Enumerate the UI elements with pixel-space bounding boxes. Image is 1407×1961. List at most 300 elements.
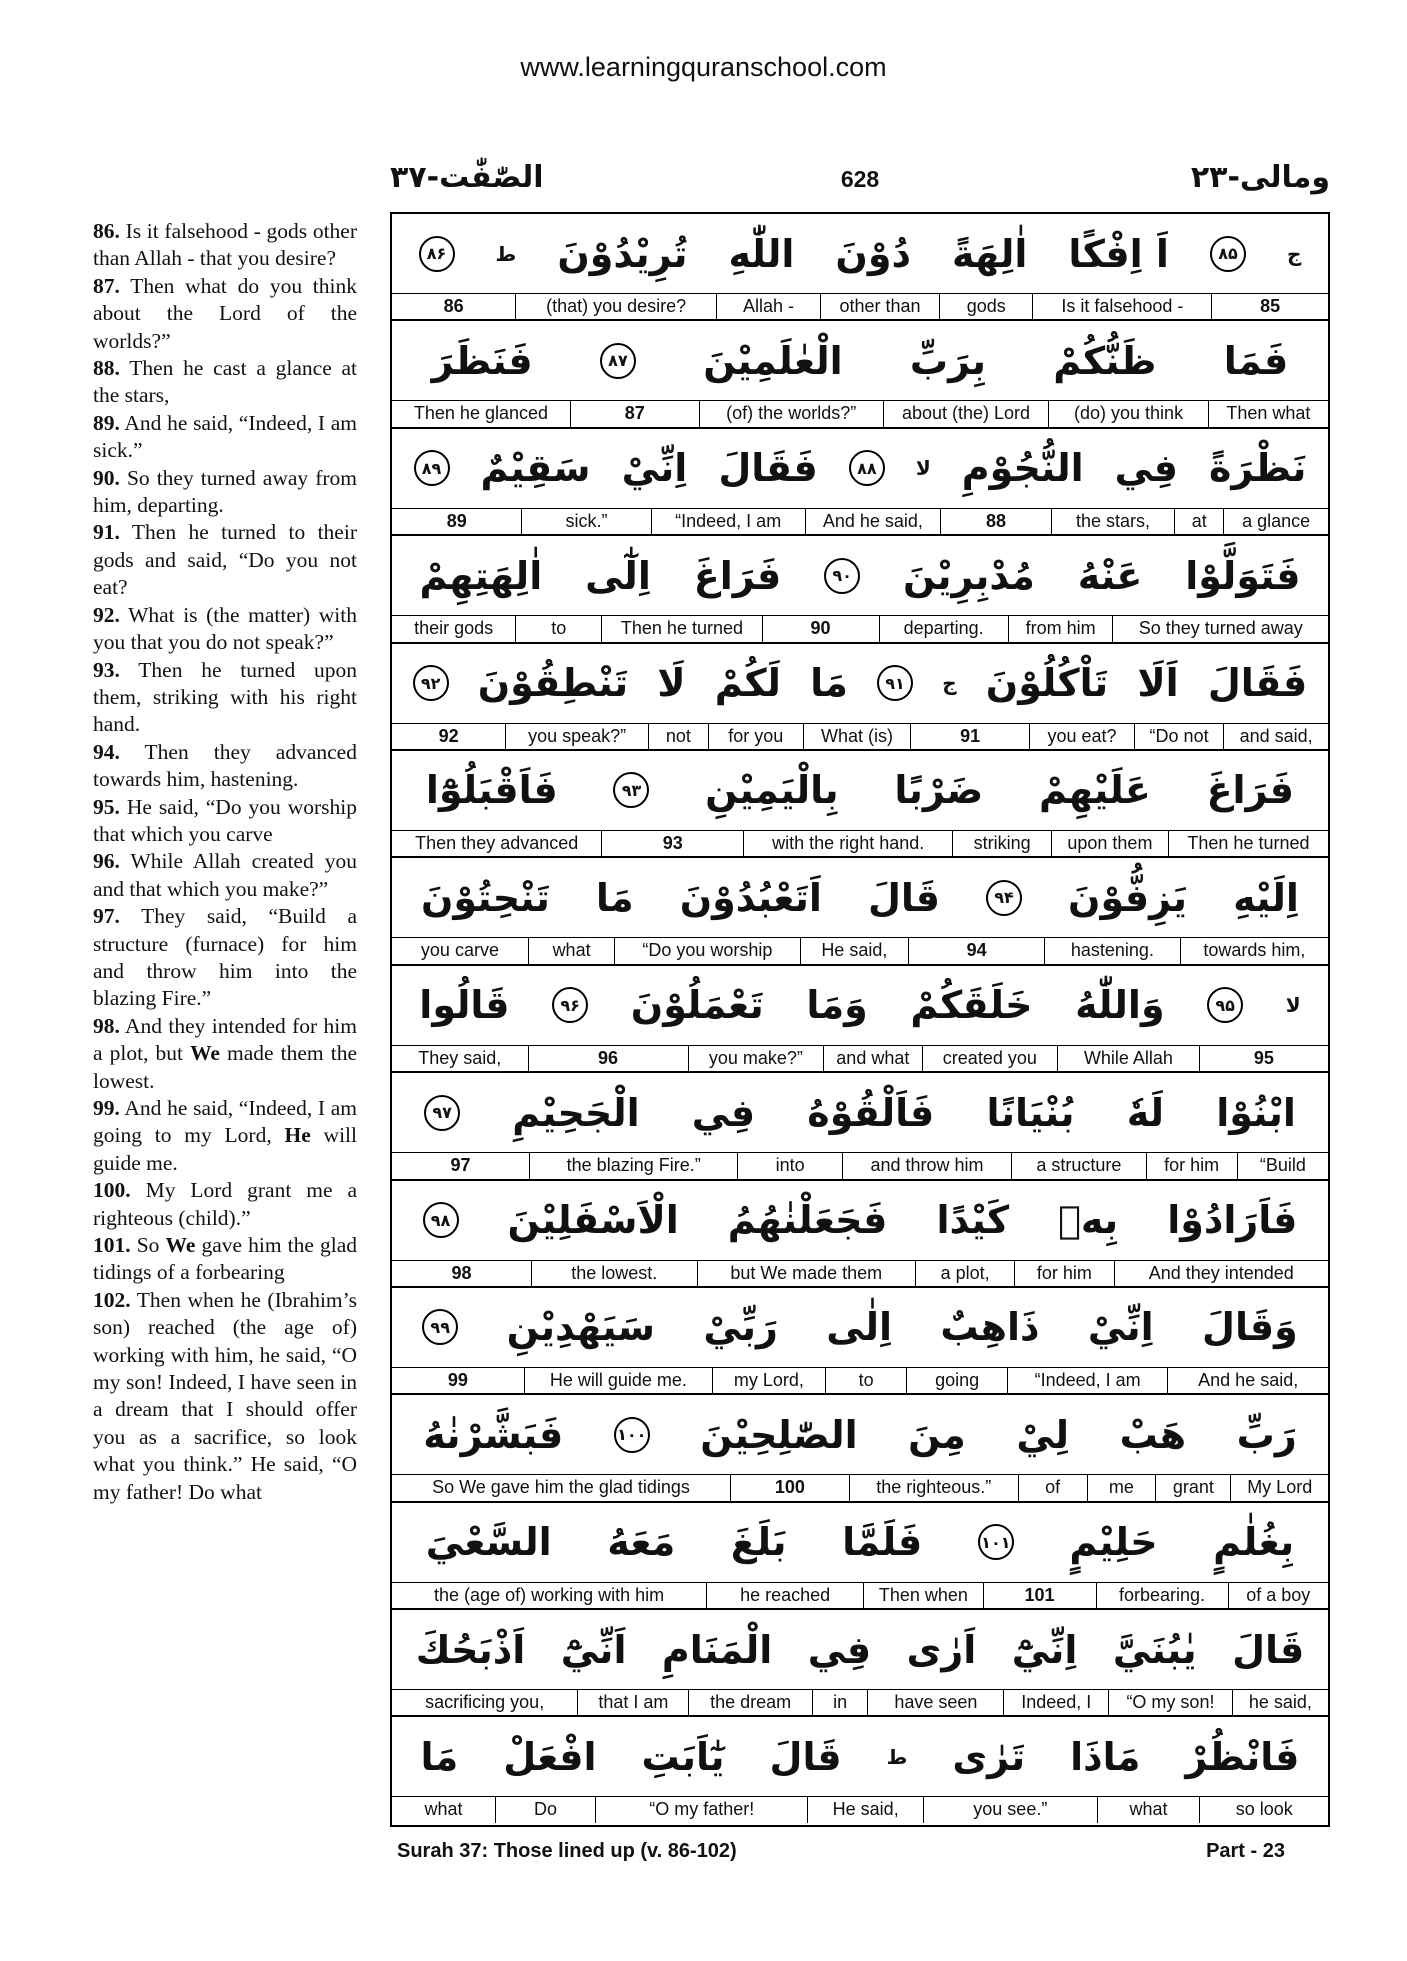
verse-text: So: [136, 1233, 166, 1258]
page-header: [390, 160, 1330, 204]
arabic-word: فَانْظُرْ: [1185, 1734, 1300, 1779]
verse-number-cell: 94: [908, 938, 1044, 963]
footer-part: Part - 23: [1206, 1840, 1285, 1862]
gloss-cell: what: [1097, 1797, 1200, 1822]
arabic-word: فَقَالَ: [1207, 661, 1308, 706]
ayah-end-marker: ۸۸: [849, 450, 885, 486]
pause-mark: لا: [1285, 993, 1301, 1018]
verse-number: 91.: [93, 520, 120, 545]
gloss-cell: Indeed, I: [1003, 1690, 1108, 1715]
translation-verse: [93, 1232, 357, 1287]
ayah-end-marker: ۹۸: [423, 1202, 459, 1238]
gloss-cell: what: [528, 938, 614, 963]
arabic-word: يٰبُنَيَّ: [1112, 1627, 1197, 1672]
gloss-cell: forbearing.: [1096, 1583, 1228, 1608]
ayah-end-marker: ۹۷: [424, 1095, 460, 1131]
gloss-cell: for him: [1146, 1153, 1237, 1178]
gloss-cell: departing.: [879, 616, 1008, 641]
arabic-word: اَ اِفْكًا: [1068, 231, 1169, 276]
verse-text: And he said, “Indeed, I am sick.”: [93, 410, 357, 463]
arabic-word: سَقِيْمٌ: [480, 446, 591, 491]
arabic-word: اٰلِهَتِهِمْ: [419, 553, 543, 598]
translation-verse: [93, 903, 357, 1013]
arabic-word: فَاَرَادُوْا: [1167, 1198, 1298, 1243]
arabic-word: اِلٰى: [826, 1305, 893, 1350]
part-name-arabic: ومالى-٢٣: [1190, 160, 1330, 195]
gloss-cell: the lowest.: [531, 1261, 696, 1286]
gloss-cell: “Indeed, I am: [651, 509, 805, 534]
translation-verse: [93, 794, 357, 849]
english-glosses: [392, 1689, 1328, 1715]
arabic-words: [392, 536, 1328, 615]
verse-number-cell: 89: [446, 510, 467, 531]
gloss-cell: So they turned away: [1112, 616, 1328, 641]
verse-number-cell: 92: [438, 725, 459, 746]
verse-number-cell: 85: [1211, 294, 1328, 319]
english-glosses: [392, 508, 1328, 534]
gloss-cell: to: [515, 616, 601, 641]
english-glosses: [392, 1152, 1328, 1178]
gloss-cell: “Do not: [1134, 724, 1223, 749]
gloss-cell: other than: [820, 294, 939, 319]
verse-text: Then he turned to their gods and said, “Do you not eat?: [93, 520, 357, 600]
ayah-end-marker: ۸۵: [1210, 236, 1246, 272]
verse-row: [392, 321, 1328, 428]
arabic-word: هَبْ: [1119, 1412, 1187, 1457]
arabic-word: تُرِيْدُوْنَ: [557, 231, 688, 276]
verse-text: So they turned away from him, departing.: [93, 465, 357, 518]
arabic-word: لَا: [657, 661, 686, 706]
verse-text: will guide me.: [93, 1123, 357, 1175]
arabic-word: اَرٰى: [906, 1627, 977, 1672]
gloss-cell: about (the) Lord: [883, 401, 1049, 426]
gloss-cell: “Build: [1237, 1153, 1328, 1178]
arabic-word: وَقَالَ: [1202, 1305, 1298, 1350]
verse-row: [392, 1717, 1328, 1824]
arabic-word: اَتَعْبُدُوْنَ: [679, 875, 822, 920]
gloss-cell: towards him,: [1180, 938, 1328, 963]
translation-verse: [93, 519, 357, 601]
gloss-cell: not: [648, 724, 708, 749]
footer-surah-title: Surah 37: Those lined up (v. 86-102): [397, 1840, 737, 1862]
verse-row: [392, 1503, 1328, 1610]
gloss-cell: you carve: [420, 940, 499, 961]
arabic-word: اِنِّيْ: [621, 446, 688, 491]
english-glosses: [392, 1582, 1328, 1608]
english-glosses: [392, 615, 1328, 641]
gloss-cell: the (age of) working with him: [434, 1584, 665, 1605]
gloss-cell: While Allah: [1057, 1046, 1199, 1071]
translation-verse: [93, 657, 357, 739]
arabic-word: بِرَبِّ: [909, 338, 986, 383]
gloss-cell: “O my son!: [1108, 1690, 1231, 1715]
english-glosses: [392, 1796, 1328, 1822]
arabic-word: بِالْيَمِيْنِ: [705, 768, 839, 813]
gloss-cell: Then he turned: [601, 616, 761, 641]
arabic-word: بَلَغَ: [730, 1520, 787, 1565]
verse-text: Then he cast a glance at the stars,: [93, 356, 357, 408]
arabic-word: فَرَاغَ: [1206, 768, 1295, 813]
gloss-cell: Then he glanced: [413, 403, 549, 424]
ayah-end-marker: ۸۶: [419, 236, 455, 272]
verse-row: [392, 966, 1328, 1073]
english-glosses: [392, 830, 1328, 856]
verse-number-cell: 93: [601, 831, 743, 856]
verse-number: 98.: [93, 1013, 120, 1038]
arabic-word: فِي: [1114, 446, 1178, 491]
verse-row: [392, 536, 1328, 643]
translation-column: [93, 218, 357, 1506]
arabic-word: رَبِّ: [1236, 1412, 1297, 1457]
ayah-end-marker: ۹۴: [986, 880, 1022, 916]
arabic-words: [392, 1503, 1328, 1582]
arabic-word: اَنِّيْٓ: [560, 1627, 627, 1672]
gloss-cell: What (is): [803, 724, 910, 749]
verse-text: And he said, “Indeed, I am going to my Lord,: [93, 1096, 357, 1148]
gloss-cell: for you: [708, 724, 803, 749]
gloss-cell: So We gave him the glad tidings: [432, 1477, 690, 1498]
gloss-cell: And he said,: [805, 509, 940, 534]
arabic-words: [392, 1610, 1328, 1689]
arabic-word: الْجَحِيْمِ: [512, 1090, 640, 1135]
gloss-cell: Do: [495, 1797, 595, 1822]
verse-number: 97.: [93, 904, 120, 929]
english-glosses: [392, 1367, 1328, 1393]
verse-number: 89.: [93, 410, 120, 435]
gloss-cell: (that) you desire?: [515, 294, 716, 319]
gloss-cell: sacrificing you,: [425, 1692, 545, 1713]
arabic-words: [392, 1288, 1328, 1367]
arabic-word: ظَنُّكُمْ: [1053, 338, 1157, 383]
gloss-cell: in: [812, 1690, 868, 1715]
arabic-word: اللّٰهِ: [728, 231, 795, 276]
surah-name-arabic: الصّٰفّٰت-٣٧: [390, 160, 544, 195]
gloss-cell: He will guide me.: [524, 1368, 712, 1393]
gloss-cell: grant: [1155, 1475, 1230, 1500]
arabic-word: تَعْمَلُوْنَ: [630, 983, 764, 1028]
arabic-word: اِنِّيْٓ: [1011, 1627, 1078, 1672]
verse-number: 95.: [93, 794, 120, 819]
arabic-word: فَجَعَلْنٰهُمُ: [727, 1198, 888, 1243]
gloss-cell: from him: [1008, 616, 1113, 641]
gloss-cell: going: [906, 1368, 1006, 1393]
verse-number-cell: 91: [910, 724, 1029, 749]
translation-verse: [93, 465, 357, 520]
arabic-word: قَالَ: [867, 875, 941, 920]
arabic-word: فَتَوَلَّوْا: [1185, 553, 1301, 598]
pause-mark: ط: [495, 241, 517, 266]
verse-text: My Lord grant me a righteous (child).”: [93, 1178, 357, 1230]
arabic-words: [392, 214, 1328, 293]
ayah-end-marker: ۹۵: [1207, 987, 1243, 1023]
english-glosses: [392, 1045, 1328, 1071]
gloss-cell: what: [424, 1799, 463, 1820]
page-number: 628: [840, 166, 880, 192]
arabic-word: مَا: [420, 1734, 459, 1779]
arabic-word: رَبِّيْ: [703, 1305, 778, 1350]
arabic-word: وَاللّٰهُ: [1075, 983, 1165, 1028]
verse-number: 100.: [93, 1178, 131, 1203]
arabic-word: افْعَلْ: [503, 1734, 597, 1779]
arabic-word: عَلَيْهِمْ: [1038, 768, 1151, 813]
gloss-cell: sick.”: [521, 509, 650, 534]
verse-text: We: [190, 1041, 220, 1066]
gloss-cell: (do) you think: [1048, 401, 1207, 426]
verse-number: 88.: [93, 356, 120, 381]
gloss-cell: And they intended: [1114, 1261, 1328, 1286]
verse-number: 86.: [93, 219, 120, 243]
gloss-cell: you eat?: [1029, 724, 1134, 749]
verse-text: Then when he (Ibrahim’s son) reached (the age of) working with him, he said, “O my son! Indeed, I have seen in a dream that I should offer you as a sacrifice, so look what you think.” He said, “O my father! Do what: [93, 1287, 357, 1504]
arabic-word: تَنْطِقُوْنَ: [477, 661, 629, 706]
arabic-word: بِهٖ: [1058, 1198, 1119, 1243]
verse-row: [392, 1610, 1328, 1717]
gloss-cell: hastening.: [1044, 938, 1180, 963]
arabic-word: قَالُوا: [419, 983, 510, 1028]
ayah-end-marker: ۱۰۱: [978, 1524, 1014, 1560]
verse-number: 92.: [93, 602, 120, 627]
arabic-word: لَهٗ: [1126, 1090, 1165, 1135]
gloss-cell: into: [737, 1153, 841, 1178]
verse-text: What is (the matter) with you that you do not speak?”: [93, 602, 357, 655]
verse-number-cell: 98: [451, 1262, 472, 1283]
arabic-word: خَلَقَكُمْ: [910, 983, 1033, 1028]
gloss-cell: They said,: [418, 1047, 502, 1068]
arabic-word: الصّٰلِحِيْنَ: [700, 1412, 858, 1457]
verse-number-cell: 95: [1199, 1046, 1328, 1071]
verse-number: 94.: [93, 739, 120, 764]
gloss-cell: Is it falsehood -: [1032, 294, 1211, 319]
arabic-word: اِلٰٓى: [585, 553, 651, 598]
arabic-word: مَا: [810, 661, 848, 706]
gloss-cell: “O my father!: [595, 1797, 807, 1822]
english-glosses: [392, 723, 1328, 749]
verse-text: gave him the glad tidings of a forbearing: [93, 1233, 357, 1285]
arabic-word: تَاْكُلُوْنَ: [985, 661, 1109, 706]
translation-verse: [93, 1013, 357, 1095]
translation-verse: [93, 355, 357, 410]
verse-number-cell: 90: [762, 616, 879, 641]
gloss-cell: my Lord,: [712, 1368, 825, 1393]
arabic-words: [392, 751, 1328, 830]
translation-verse: [93, 739, 357, 794]
arabic-words: [392, 1395, 1328, 1474]
translation-verse: [93, 218, 357, 273]
verse-number-cell: 101: [983, 1583, 1096, 1608]
translation-verse: [93, 273, 357, 355]
arabic-word: بِغُلٰمٍ: [1213, 1520, 1295, 1565]
arabic-word: وَمَا: [806, 983, 868, 1028]
arabic-word: حَلِيْمٍ: [1069, 1520, 1158, 1565]
arabic-word: مَا: [595, 875, 634, 920]
verse-text: Then he turned upon them, striking with his right hand.: [93, 657, 357, 737]
ayah-end-marker: ۸۷: [600, 343, 636, 379]
translation-verse: [93, 1095, 357, 1177]
verse-text: And they intended for him a plot, but: [93, 1013, 357, 1066]
gloss-cell: you speak?”: [505, 724, 648, 749]
gloss-cell: for him: [1014, 1261, 1113, 1286]
pause-mark: لا: [915, 456, 931, 481]
gloss-cell: “Indeed, I am: [1007, 1368, 1168, 1393]
gloss-cell: have seen: [867, 1690, 1003, 1715]
verse-text: made them the lowest.: [93, 1041, 357, 1093]
arabic-word: لَكُمْ: [714, 661, 781, 706]
arabic-word: قَالَ: [1232, 1627, 1305, 1672]
verse-number-cell: 86: [443, 296, 464, 316]
translation-verse: [93, 1177, 357, 1232]
translation-verse: [93, 410, 357, 465]
gloss-cell: He said,: [800, 938, 909, 963]
gloss-cell: He said,: [807, 1797, 923, 1822]
gloss-cell: the blazing Fire.”: [529, 1153, 738, 1178]
arabic-word: ابْنُوْا: [1216, 1090, 1296, 1135]
verse-text: Then what do you think about the Lord of the worlds?”: [93, 273, 357, 353]
arabic-word: مُدْبِرِيْنَ: [903, 553, 1035, 598]
verse-number-cell: 96: [528, 1046, 688, 1071]
arabic-words: [392, 858, 1328, 937]
gloss-cell: upon them: [1051, 831, 1168, 856]
gloss-cell: a plot,: [915, 1261, 1014, 1286]
gloss-cell: to: [825, 1368, 907, 1393]
verse-row: [392, 644, 1328, 751]
translation-verse: [93, 848, 357, 903]
gloss-cell: the stars,: [1051, 509, 1174, 534]
english-glosses: [392, 400, 1328, 426]
arabic-word: دُوْنَ: [835, 231, 911, 276]
arabic-word: بُنْيَانًا: [986, 1090, 1075, 1135]
arabic-words: [392, 429, 1328, 508]
arabic-word: فِي: [691, 1090, 756, 1135]
english-glosses: [392, 1474, 1328, 1500]
gloss-cell: me: [1087, 1475, 1156, 1500]
arabic-word: فَاَقْبَلُوْٓا: [425, 768, 558, 813]
gloss-cell: a glance: [1223, 509, 1328, 534]
arabic-word: فَقَالَ: [718, 446, 818, 491]
arabic-word: فَرَاغَ: [693, 553, 782, 598]
ayah-end-marker: ۹۰: [824, 558, 860, 594]
arabic-word: فَبَشَّرْنٰهُ: [423, 1412, 564, 1457]
arabic-word: الْعٰلَمِيْنَ: [703, 338, 843, 383]
pause-mark: ط: [886, 1744, 908, 1769]
arabic-words: [392, 1073, 1328, 1152]
arabic-word: اِلَيْهِ: [1233, 875, 1299, 920]
gloss-cell: gods: [939, 294, 1032, 319]
arabic-word: السَّعْيَ: [425, 1520, 552, 1565]
verse-text: We: [165, 1233, 196, 1258]
gloss-cell: And he said,: [1167, 1368, 1328, 1393]
arabic-word: كَيْدًا: [936, 1198, 1010, 1243]
verse-number-cell: 88: [940, 509, 1051, 534]
verse-row: [392, 751, 1328, 858]
arabic-word: اِنِّيْ: [1087, 1305, 1154, 1350]
site-url: www.learningquranschool.com: [520, 52, 887, 82]
verse-row: [392, 1181, 1328, 1288]
translation-verse: [93, 1287, 357, 1506]
verse-number: 87.: [93, 273, 120, 298]
arabic-word: تَرٰى: [952, 1734, 1026, 1779]
arabic-words: [392, 1717, 1328, 1796]
arabic-word: قَالَ: [769, 1734, 842, 1779]
gloss-cell: he reached: [706, 1583, 863, 1608]
gloss-cell: their gods: [414, 618, 494, 639]
arabic-word: اَلَا: [1137, 661, 1179, 706]
ayah-end-marker: ۹۳: [613, 772, 649, 808]
arabic-word: فِي: [807, 1627, 872, 1672]
ayah-end-marker: ۹۶: [552, 987, 588, 1023]
arabic-words: [392, 321, 1328, 400]
verse-number: 96.: [93, 849, 120, 874]
arabic-word: فَمَا: [1223, 338, 1289, 383]
verse-number-cell: 99: [447, 1369, 468, 1390]
ayah-end-marker: ۹۱: [877, 665, 913, 701]
verse-row: [392, 214, 1328, 321]
translation-verse: [93, 602, 357, 657]
gloss-cell: of a boy: [1228, 1583, 1329, 1608]
gloss-cell: that I am: [577, 1690, 688, 1715]
arabic-word: لِيْ: [1016, 1412, 1070, 1457]
arabic-word: نَظْرَةً: [1209, 446, 1307, 491]
gloss-cell: at: [1174, 509, 1223, 534]
verse-text: Then they advanced towards him, hastening.: [93, 739, 357, 792]
arabic-word: يَزِفُّوْنَ: [1068, 875, 1188, 920]
gloss-cell: you make?”: [688, 1046, 823, 1071]
gloss-cell: he said,: [1232, 1690, 1328, 1715]
gloss-cell: and throw him: [842, 1153, 1011, 1178]
ayah-end-marker: ۹۹: [422, 1309, 458, 1345]
gloss-cell: Then what: [1208, 401, 1328, 426]
gloss-cell: striking: [952, 831, 1051, 856]
verse-number: 99.: [93, 1096, 120, 1120]
arabic-word: فَلَمَّا: [842, 1520, 923, 1565]
verse-text: While Allah created you and that which you make?”: [93, 849, 357, 901]
gloss-cell: Then he turned: [1168, 831, 1328, 856]
gloss-cell: created you: [922, 1046, 1057, 1071]
arabic-word: الْمَنَامِ: [661, 1627, 773, 1672]
verse-row: [392, 1073, 1328, 1180]
english-glosses: [392, 937, 1328, 963]
gloss-cell: Then they advanced: [415, 832, 579, 853]
verse-number: 90.: [93, 465, 120, 490]
arabic-word: ذَاهِبٌ: [940, 1305, 1040, 1350]
arabic-words: [392, 966, 1328, 1045]
verse-text: Is it falsehood - gods other than Allah - that you desire?: [93, 219, 357, 271]
arabic-word: مَعَهُ: [607, 1520, 676, 1565]
gloss-cell: the righteous.”: [849, 1475, 1018, 1500]
gloss-cell: of: [1018, 1475, 1087, 1500]
arabic-word: اٰلِهَةً: [951, 231, 1028, 276]
verse-number-cell: 97: [450, 1155, 471, 1176]
arabic-word: مِنَ: [908, 1412, 966, 1457]
verse-number: 101.: [93, 1233, 131, 1258]
arabic-word: عَنْهُ: [1077, 553, 1143, 598]
gloss-cell: and said,: [1223, 724, 1328, 749]
arabic-word: اَذْبَحُكَ: [415, 1627, 526, 1672]
verse-number-cell: 87: [570, 401, 699, 426]
pause-mark: ج: [942, 671, 957, 696]
gloss-cell: so look: [1199, 1797, 1328, 1822]
arabic-word: النُّجُوْمِ: [961, 446, 1084, 491]
arabic-word: فَاَلْقُوْهُ: [807, 1090, 935, 1135]
english-glosses: [392, 293, 1328, 319]
verse-row: [392, 429, 1328, 536]
arabic-words: [392, 1181, 1328, 1260]
verse-text: He said, “Do you worship that which you carve: [93, 794, 357, 846]
arabic-word: ضَرْبًا: [894, 768, 984, 813]
verse-text: He: [284, 1123, 311, 1148]
arabic-words: [392, 644, 1328, 723]
ayah-end-marker: ۹۲: [413, 665, 449, 701]
arabic-word: مَاذَا: [1070, 1734, 1141, 1779]
